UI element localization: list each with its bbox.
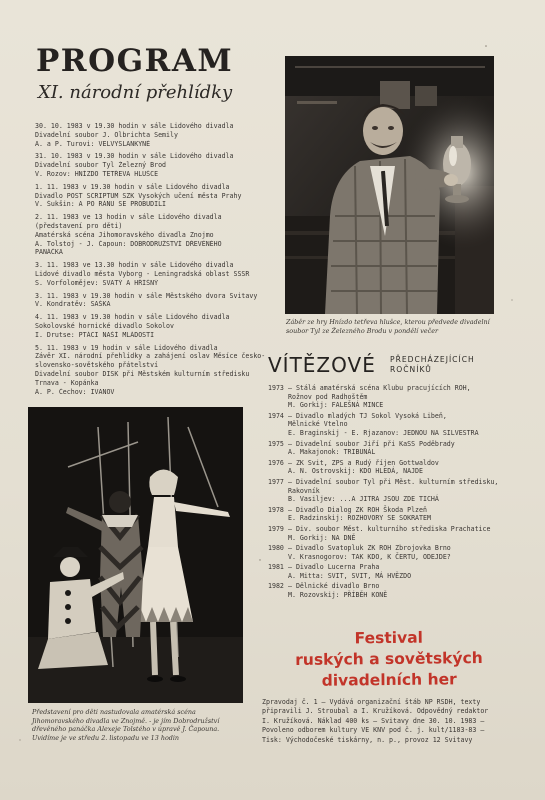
- festival-heading-line3: divadelních her: [321, 670, 457, 690]
- program-list: [35, 122, 281, 400]
- winner-entry: [268, 412, 508, 438]
- program-line: S. Vorfolomějev: SVATÝ A HŘÍŠNÝ: [35, 278, 159, 287]
- winner-entry: [268, 506, 508, 523]
- winner-line: V. Krasnogorov: TAK KDO, K ČERTU, ODEJDE?: [288, 552, 451, 561]
- program-line: Divadelní soubor Tyl Železný Brod: [35, 161, 167, 170]
- program-entry: [35, 292, 281, 310]
- program-line: slovensko-sovětského přátelství: [35, 361, 159, 370]
- winners-list: [268, 384, 508, 602]
- winner-line: — Dělnické divadlo Brno: [288, 582, 380, 591]
- photo-caption-bottom: Představení pro děti nastudovala amatérská scéna Jihomoravského divadla ve Znojmě. - je jím Dobrodružství dřevěného panáčka Alexeje Tolstého v úpravě J. Čapouna. Uvidíme je ve středu 2. listopadu ve 13 hodin: [32, 708, 220, 742]
- imprint-line: I. Kružíková. Náklad 400 ks — Svitavy dne 30. 10. 1983 —: [262, 716, 485, 725]
- festival-heading: [274, 627, 505, 692]
- program-entry: [35, 313, 281, 339]
- program-line: A. a P. Turovi: VELVYSLANKYNĚ: [35, 139, 151, 148]
- winner-year: 1975: [268, 439, 284, 448]
- winners-subheading-line1: PŘEDCHÁZEJÍCÍCH: [390, 355, 475, 364]
- page-subtitle: XI. národní přehlídky: [38, 82, 233, 103]
- winner-year: 1974: [268, 411, 284, 420]
- program-line: Divadelní soubor J. Olbrichta Semily: [35, 130, 178, 139]
- imprint-line: Zpravodaj č. 1 — Vydává organizační štáb NP RSDH, texty: [262, 698, 481, 706]
- winner-year: 1979: [268, 524, 284, 533]
- festival-heading-line1: Festival: [354, 628, 424, 648]
- winner-entry: [268, 459, 508, 476]
- winner-line: — Stálá amatérská scéna Klubu pracujících ROH,: [288, 384, 471, 392]
- winner-line: M. Rozovskij: PŘÍBĚH KONĚ: [288, 591, 388, 600]
- winner-line: — Div. soubor Měst. kulturního střediska Prachatice: [288, 524, 491, 533]
- program-line: Divadelní soubor DISK při Městském kulturním středisku: [35, 369, 250, 378]
- photo-actor-samovar: [285, 56, 494, 314]
- winner-entry: [268, 384, 508, 410]
- winner-line: E. Radzinskij: ROZHOVORY SE SOKRATEM: [288, 514, 431, 523]
- program-line: Závěr XI. národní přehlídky a zahájení oslav Měsíce česko-: [35, 352, 266, 361]
- winner-year: 1978: [268, 505, 284, 514]
- program-line: V. Rozov: HNÍZDO TETŘEVA HLUŠCE: [35, 169, 159, 178]
- winner-line: M. Gorkij: NA DNĚ: [288, 533, 356, 542]
- photo-actor-samovar-image: [285, 56, 494, 314]
- winner-line: — ZK Svit, ZPS a Rudý říjen Gottwaldov: [288, 458, 439, 467]
- program-line: I. Drutse: PTÁCI NAŠÍ MLÁDOSTI: [35, 330, 155, 339]
- photo-childrens-play-image: [28, 407, 243, 703]
- page-title: PROGRAM: [36, 43, 234, 79]
- program-line: 5. 11. 1983 v 19 hodin v sále Lidového divadla: [35, 343, 218, 352]
- winner-line: — Divadlo mladých TJ Sokol Vysoká Libeň,: [288, 411, 447, 420]
- winner-entry: [268, 478, 508, 504]
- winners-subheading-line2: ROČNÍKŮ: [390, 364, 432, 374]
- winner-line: A. Mitta: SVIT, SVIT, MÁ HVĚZDO: [288, 571, 412, 580]
- winner-line: Rakovník: [288, 486, 320, 495]
- winner-entry: [268, 563, 508, 580]
- winner-line: — Divadelní soubor Jiří při KaSS Poděbrady: [288, 439, 455, 448]
- program-line: V. Šukšin: A PO RÁNU SE PROBUDILI: [35, 200, 167, 209]
- winner-line: A. N. Ostrovskij: KDO HLEDÁ, NAJDE: [288, 467, 423, 476]
- winner-year: 1976: [268, 458, 284, 467]
- program-entry: [35, 261, 281, 287]
- winners-subheading: [390, 355, 475, 374]
- winner-year: 1982: [268, 582, 284, 591]
- winner-entry: [268, 440, 508, 457]
- winner-line: Mělnické Vtelno: [288, 420, 348, 429]
- winner-year: 1980: [268, 544, 284, 553]
- program-line: Lidové divadlo města Vyborg - Leningradská oblast SSSR: [35, 269, 250, 278]
- winner-line: E. Braginskij - E. Rjazanov: JEDNOU NA SILVESTRA: [288, 428, 479, 437]
- program-line: Sokolovské hornické divadlo Sokolov: [35, 321, 174, 330]
- winner-line: — Divadlo Svatopluk ZK ROH Zbrojovka Brno: [288, 544, 451, 553]
- program-entry: [35, 344, 281, 397]
- winner-line: — Divadlo Dialog ZK ROH Škoda Plzeň: [288, 505, 427, 514]
- program-line: 2. 11. 1983 ve 13 hodin v sále Lidového divadla: [35, 213, 222, 222]
- winner-year: 1977: [268, 477, 284, 486]
- program-entry: [35, 213, 281, 257]
- winners-heading: VÍTĚZOVÉ: [268, 353, 376, 377]
- imprint-line: připravili J. Stroubal a I. Kružíková. Odpovědný redaktor: [262, 707, 489, 716]
- program-line: Trnava - Kopánka: [35, 378, 99, 387]
- winner-entry: [268, 544, 508, 561]
- program-line: 30. 10. 1983 v 19.30 hodin v sále Lidového divadla: [35, 122, 234, 130]
- winner-line: M. Gorkij: FALEŠNÁ MINCE: [288, 401, 384, 410]
- winner-line: Rožnov pod Radhoštěm: [288, 392, 368, 401]
- imprint: [262, 698, 512, 745]
- program-line: PANÁČKA: [35, 248, 63, 257]
- festival-heading-line2: ruských a sovětských: [295, 649, 483, 669]
- winner-year: 1973: [268, 384, 284, 392]
- winner-line: A. Makajonok: TRIBUNÁL: [288, 448, 376, 457]
- program-line: 1. 11. 1983 v 19.30 hodin v sále Lidového divadla: [35, 182, 230, 191]
- program-line: A. P. Čechov: IVANOV: [35, 387, 115, 396]
- program-line: (představení pro děti): [35, 221, 123, 230]
- winner-year: 1981: [268, 563, 284, 572]
- program-line: Divadlo POST SCRIPTUM SZK Vysokých učení města Prahy: [35, 191, 242, 200]
- program-line: 31. 10. 1983 v 19.30 hodin v sále Lidového divadla: [35, 152, 234, 161]
- photo-childrens-play: [28, 407, 243, 703]
- imprint-line: Tisk: Východočeské tiskárny, n. p., provoz 12 Svitavy: [262, 735, 473, 744]
- program-line: V. Kondratěv: SAŠKA: [35, 300, 111, 309]
- photo-caption-top: Záběr ze hry Hnízdo tetřeva hlušce, kterou předvede divadelní soubor Tyl ze Železného Brodu v pondělí večer: [286, 318, 490, 335]
- program-entry: [35, 183, 281, 209]
- imprint-line: Povoleno odborem kultury VE KNV pod č. j. kult/1183-83 —: [262, 726, 485, 735]
- program-line: 3. 11. 1983 ve 13.30 hodin v sále Lidového divadla: [35, 261, 234, 270]
- program-line: Amatérská scéna Jihomoravského divadla Znojmo: [35, 230, 214, 239]
- program-line: 3. 11. 1983 v 19.30 hodin v sále Městského dvora Svitavy: [35, 291, 258, 300]
- winner-line: — Divadlo Lucerna Praha: [288, 563, 380, 572]
- winner-line: B. Vasiljev: ...A JITRA JSOU ZDE TICHÁ: [288, 495, 439, 504]
- program-entry: [35, 122, 281, 148]
- program-entry: [35, 152, 281, 178]
- program-line: 4. 11. 1983 v 19.30 hodin v sále Lidového divadla: [35, 313, 230, 322]
- winner-entry: [268, 525, 508, 542]
- program-line: A. Tolstoj - J. Čapoun: DOBRODRUŽSTVÍ DŘEVĚNÉHO: [35, 239, 222, 248]
- winner-entry: [268, 582, 508, 599]
- winner-line: — Divadelní soubor Tyl při Měst. kulturním středisku,: [288, 477, 499, 486]
